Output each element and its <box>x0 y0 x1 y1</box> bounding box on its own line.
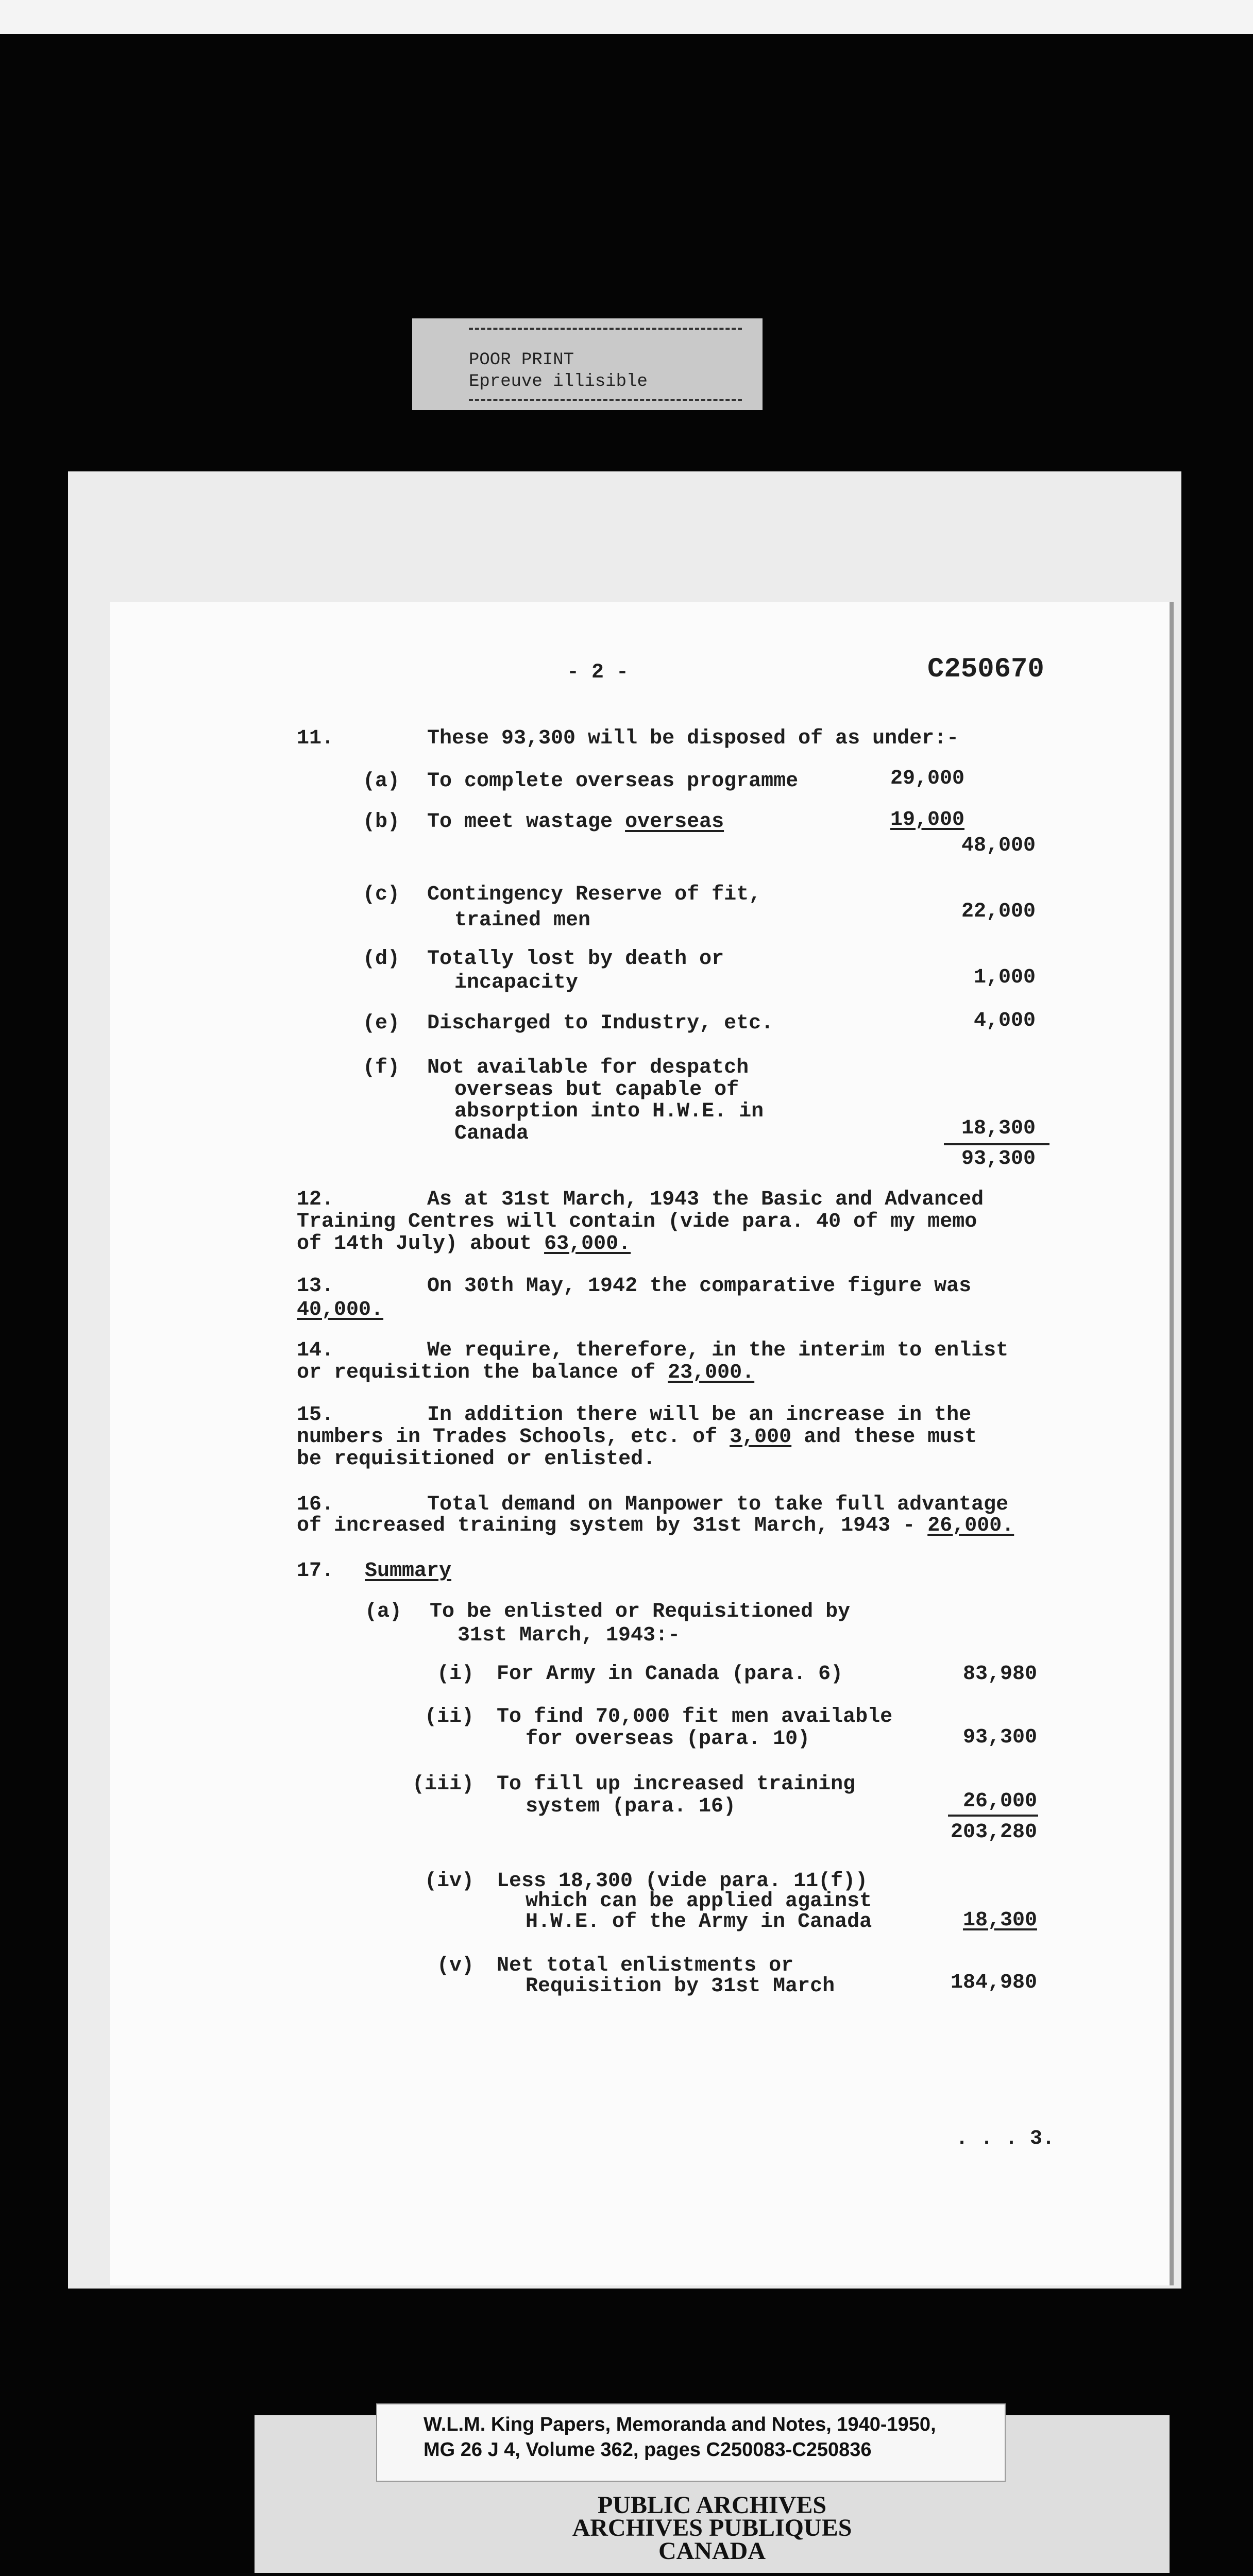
para-number: 15. <box>297 1403 334 1427</box>
item-value: 184,980 <box>950 1971 1037 1994</box>
caption-line-1: W.L.M. King Papers, Memoranda and Notes, 1940-1950, <box>424 2414 936 2435</box>
section-heading: Summary <box>365 1560 452 1583</box>
item-text: which can be applied against <box>526 1890 872 1913</box>
item-text: To complete overseas programme <box>427 770 799 793</box>
item-text: overseas but capable of <box>454 1078 739 1101</box>
item-label: (a) <box>365 1600 402 1623</box>
para-text: In addition there will be an increase in the <box>427 1403 972 1427</box>
item-label: (v) <box>436 1954 474 1977</box>
para-text: Total demand on Manpower to take full advantage <box>427 1493 1009 1516</box>
item-text: Discharged to Industry, etc. <box>427 1012 774 1035</box>
item-label: (b) <box>363 810 400 834</box>
underlined-figure: 63,000. <box>544 1232 631 1256</box>
stamp-rule <box>469 328 742 330</box>
stamp-line-1: POOR PRINT <box>469 350 574 370</box>
para-text: or requisition the balance of 23,000. <box>297 1361 755 1384</box>
item-text: Totally lost by death or <box>427 947 724 971</box>
item-text: To meet wastage overseas <box>427 810 724 834</box>
item-value: 29,000 <box>890 767 964 790</box>
item-text: To fill up increased training <box>497 1773 856 1796</box>
item-text: Not available for despatch <box>427 1056 749 1079</box>
subtotal-rule <box>948 1815 1038 1817</box>
item-value: 4,000 <box>973 1009 1036 1032</box>
item-label: (f) <box>363 1056 400 1079</box>
page-number: - 2 - <box>567 661 629 684</box>
para-number: 13. <box>297 1275 334 1298</box>
underlined-figure: 26,000. <box>927 1514 1014 1537</box>
item-text: trained men <box>454 909 591 932</box>
item-text: To be enlisted or Requisitioned by <box>430 1600 851 1623</box>
total-value: 93,300 <box>961 1147 1036 1171</box>
archives-stamp-line-3: CANADA <box>658 2537 766 2565</box>
para-number: 17. <box>297 1560 334 1583</box>
item-label: (d) <box>363 947 400 971</box>
para-text: numbers in Trades Schools, etc. of 3,000 and these must <box>297 1426 977 1449</box>
archives-stamp-line-2: ARCHIVES PUBLIQUES <box>572 2514 852 2541</box>
archives-stamp-line-1: PUBLIC ARCHIVES <box>597 2492 827 2519</box>
item-text: For Army in Canada (para. 6) <box>497 1663 843 1686</box>
underlined-figure: 40,000. <box>297 1298 384 1321</box>
document-reference: C250670 <box>927 654 1044 685</box>
underlined-figure: 3,000 <box>730 1426 792 1449</box>
item-label: (iii) <box>412 1773 474 1796</box>
stamp-line-2: Epreuve illisible <box>469 372 648 392</box>
para-number: 11. <box>297 727 334 750</box>
item-label: (iv) <box>424 1870 474 1893</box>
para-text: As at 31st March, 1943 the Basic and Advanced <box>427 1188 984 1211</box>
total-rule <box>944 1143 1049 1145</box>
item-text: absorption into H.W.E. in <box>454 1100 764 1123</box>
caption-line-2: MG 26 J 4, Volume 362, pages C250083-C250836 <box>424 2439 872 2461</box>
item-text: Less 18,300 (vide para. 11(f)) <box>497 1870 868 1893</box>
item-label: (i) <box>436 1663 474 1686</box>
item-label: (c) <box>363 883 400 906</box>
item-label: (e) <box>363 1012 400 1035</box>
item-value: 1,000 <box>973 966 1036 989</box>
para-text: be requisitioned or enlisted. <box>297 1448 656 1471</box>
underlined-word: overseas <box>625 810 724 834</box>
poor-print-stamp <box>412 318 763 410</box>
para-text: We require, therefore, in the interim to enlist <box>427 1339 1009 1362</box>
item-text: incapacity <box>454 971 579 994</box>
item-text: Net total enlistments or <box>497 1954 794 1977</box>
item-text: Canada <box>454 1122 529 1145</box>
stamp-rule <box>469 399 742 401</box>
item-text: system (para. 16) <box>526 1795 736 1818</box>
subtotal-value: 48,000 <box>961 834 1036 857</box>
item-text: To find 70,000 fit men available <box>497 1705 893 1728</box>
item-label: (ii) <box>424 1705 474 1728</box>
item-text: 31st March, 1943:- <box>458 1624 681 1647</box>
item-value: 19,000 <box>890 808 964 832</box>
para-text: These 93,300 will be disposed of as under:- <box>427 727 959 750</box>
para-number: 16. <box>297 1493 334 1516</box>
item-text: Contingency Reserve of fit, <box>427 883 761 906</box>
item-text: for overseas (para. 10) <box>526 1727 810 1751</box>
item-label: (a) <box>363 770 400 793</box>
item-value: 22,000 <box>961 900 1036 923</box>
item-value: 93,300 <box>962 1726 1037 1749</box>
subtotal-value: 203,280 <box>950 1821 1037 1844</box>
item-text: H.W.E. of the Army in Canada <box>526 1910 872 1934</box>
top-margin-strip <box>0 0 1253 34</box>
para-text: of 14th July) about 63,000. <box>297 1232 631 1256</box>
item-value: 26,000 <box>962 1790 1037 1813</box>
underlined-figure: 23,000. <box>668 1361 755 1384</box>
item-value: 18,300 <box>962 1909 1037 1932</box>
item-text: Requisition by 31st March <box>526 1975 835 1998</box>
para-text: Training Centres will contain (vide para. 40 of my memo <box>297 1210 977 1233</box>
item-value: 18,300 <box>961 1117 1036 1140</box>
para-text: On 30th May, 1942 the comparative figure was <box>427 1275 972 1298</box>
para-number: 14. <box>297 1339 334 1362</box>
item-value: 83,980 <box>962 1663 1037 1686</box>
para-text: of increased training system by 31st March, 1943 - 26,000. <box>297 1514 1014 1537</box>
para-number: 12. <box>297 1188 334 1211</box>
continuation-marker: . . . 3. <box>956 2127 1055 2150</box>
